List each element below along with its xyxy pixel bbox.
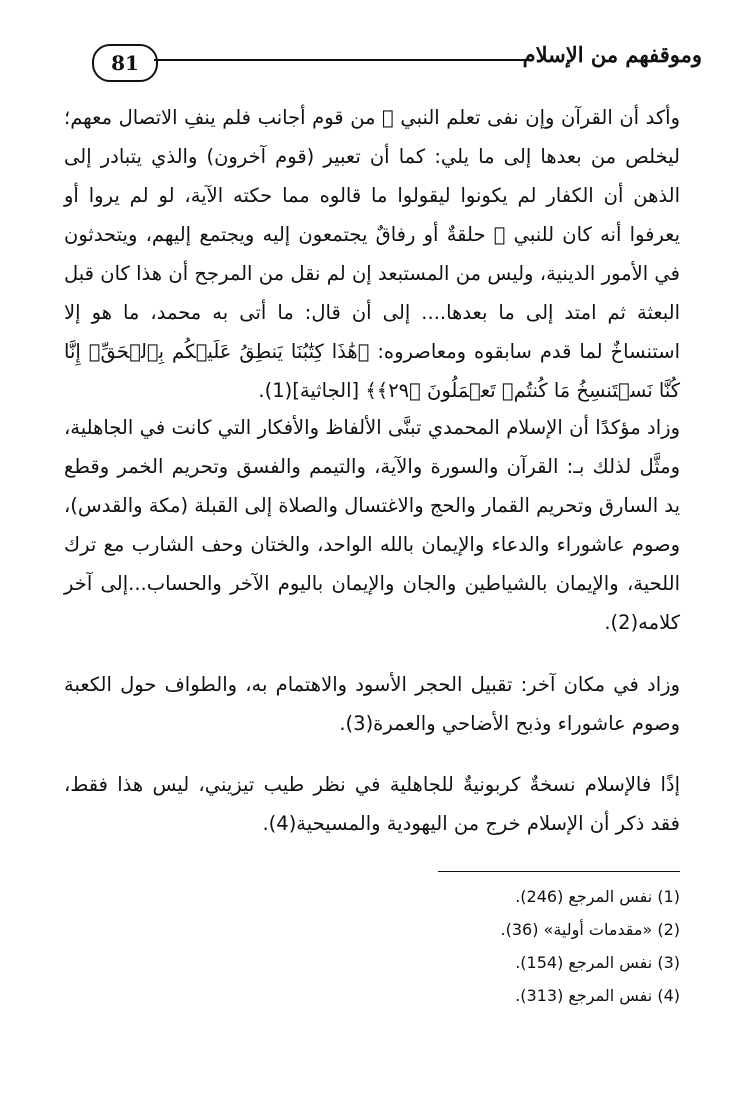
paragraph-3 — [64, 665, 680, 743]
footnote-3: (3) نفس المرجع (154). — [515, 953, 680, 972]
paragraph-text: وزاد مؤكدًا أن الإسلام المحمدي تبنَّى الألفاظ والأفكار التي كانت في الجاهلية، ومثَّل لذلك بـ: القرآن والسورة والآية، والتيمم والفسق وتحريم الخمر وقطع يد السارق وتحريم القمار والحج والاغتسال والصلاة إلى القبلة (مكة والقدس)، وصوم عاشوراء والدعاء والإيمان بالله الواحد، والختان وحف الشارب مع ترك اللحية، والإيمان بالشياطين والجان والإيمان باليوم الآخر والحساب...إلى آخر كلامه(2). — [64, 416, 680, 634]
footnote-4: (4) نفس المرجع (313). — [515, 986, 680, 1005]
paragraph-text: إذًا فالإسلام نسخةٌ كربونيةٌ للجاهلية في نظر طيب تيزيني، ليس هذا فقط، فقد ذكر أن الإسلام خرج من اليهودية والمسيحية(4). — [64, 773, 680, 835]
page-header — [92, 40, 702, 86]
paragraph-1 — [64, 98, 680, 410]
header-rule — [154, 59, 532, 61]
footnote-1: (1) نفس المرجع (246). — [515, 887, 680, 906]
running-title: وموقفهم من الإسلام — [522, 42, 702, 67]
paragraph-2 — [64, 408, 680, 642]
paragraph-4 — [64, 765, 680, 843]
footnote-separator — [438, 871, 680, 872]
paragraph-text: وزاد في مكان آخر: تقبيل الحجر الأسود والاهتمام به، والطواف حول الكعبة وصوم عاشوراء وذبح الأضاحي والعمرة(3). — [64, 673, 680, 735]
footnotes — [380, 880, 680, 1012]
paragraph-text: وأكد أن القرآن وإن نفى تعلم النبي ﷺ من قوم أجانب فلم ينفِ الاتصال معهم؛ ليخلص من بعدها إلى ما يلي: كما أن تعبير (قوم آخرون) والذي يتبادر إلى الذهن أن الكفار لم يكونوا ليقولوا ما قالوه مما حكته الآية، لو لم يروا أو يعرفوا أنه كان للنبي ﷺ حلقةٌ أو رفاقٌ يجتمعون إليه ويجتمع إليهم، ويتحدثون في الأمور الدينية، وليس من المستبعد إن لم نقل من المرجح أن هذا كان قبل البعثة ثم امتد إلى ما بعدها.... إلى أن قال: ما أتى به محمد، ما هو إلا استنساخٌ لما قدم سابقوه ومعاصروه: ﴿هَٰذَا كِتَٰبُنَا يَنطِقُ عَلَيۡكُم بِٱلۡحَقِّۚ إِنَّا كُنَّا نَسۡتَنسِخُ مَا كُنتُمۡ تَعۡمَلُونَ ﴿٢٩﴾﴾ [الجاثية](1). — [64, 106, 680, 402]
footnote-2: (2) «مقدمات أولية» (36). — [500, 920, 680, 939]
page-number: 81 — [92, 44, 158, 82]
